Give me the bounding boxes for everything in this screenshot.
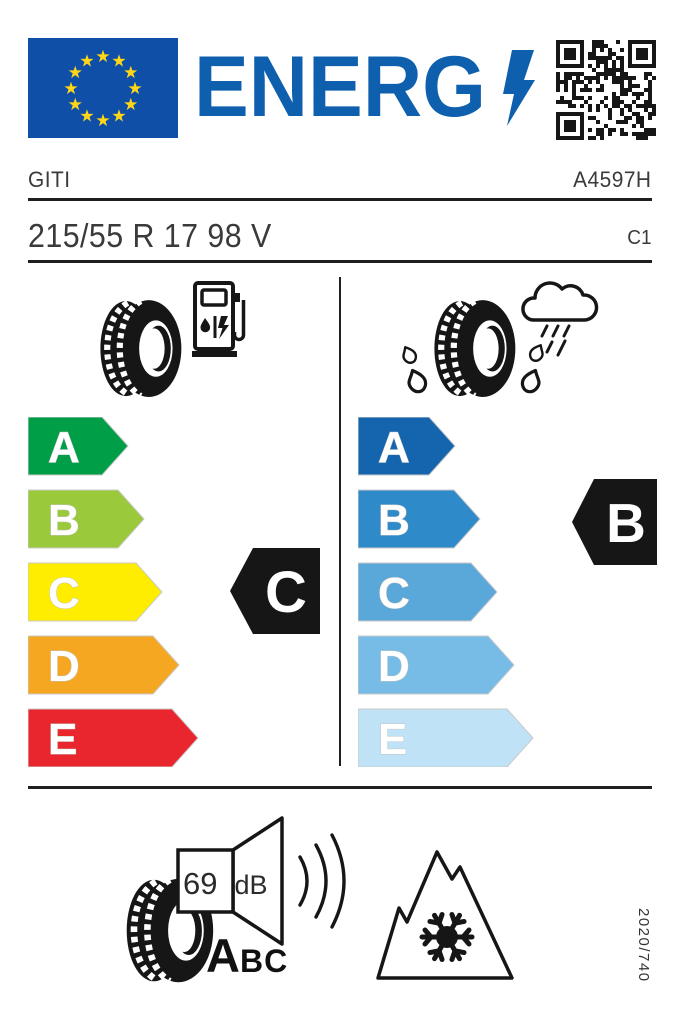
column-divider bbox=[339, 277, 341, 766]
noise-class-group bbox=[206, 928, 288, 983]
svg-text:★: ★ bbox=[111, 106, 127, 127]
noise-unit: dB bbox=[234, 870, 268, 900]
qr-code-icon bbox=[556, 40, 656, 140]
wet-class-b-label: B bbox=[378, 496, 410, 545]
svg-text:ENERG: ENERG bbox=[194, 40, 486, 130]
size-divider bbox=[28, 260, 652, 263]
fuel-class-b-label: B bbox=[48, 496, 80, 545]
wet-rating-pointer bbox=[570, 477, 659, 567]
water-splash-icon bbox=[396, 338, 552, 402]
fuel-class-a-label: A bbox=[48, 423, 80, 472]
lightning-bolt-icon bbox=[499, 50, 537, 126]
wet-class-e-label: E bbox=[378, 715, 408, 764]
wet-class-d-label: D bbox=[378, 642, 410, 691]
fuel-efficiency-scale bbox=[28, 417, 208, 767]
svg-text:★: ★ bbox=[79, 51, 95, 72]
wet-class-b-arrow bbox=[358, 490, 480, 548]
noise-value-group bbox=[183, 866, 268, 902]
tire-class: C1 bbox=[627, 227, 652, 249]
fuel-class-e-label: E bbox=[48, 715, 78, 764]
svg-text:★: ★ bbox=[123, 63, 139, 83]
svg-text:★: ★ bbox=[127, 79, 143, 99]
wet-class-a-label: A bbox=[378, 423, 410, 472]
svg-text:★: ★ bbox=[95, 111, 111, 131]
svg-text:★: ★ bbox=[111, 51, 127, 72]
wet-grip-scale bbox=[358, 417, 538, 767]
brand-name: GITI bbox=[28, 167, 71, 192]
header-divider bbox=[28, 198, 652, 201]
svg-text:★: ★ bbox=[79, 106, 95, 127]
label-identifier: A4597H bbox=[573, 167, 652, 192]
noise-class-others: BC bbox=[239, 943, 289, 979]
wet-class-c-label: C bbox=[378, 569, 410, 618]
fuel-class-b-arrow bbox=[28, 490, 144, 548]
noise-value: 69 bbox=[183, 866, 218, 901]
energy-logo-text bbox=[194, 40, 496, 130]
fuel-class-c-label: C bbox=[48, 569, 80, 618]
svg-text:★: ★ bbox=[67, 95, 83, 115]
fuel-pump-icon bbox=[192, 280, 250, 360]
fuel-rating-pointer bbox=[228, 546, 322, 636]
fuel-tire-icon bbox=[96, 298, 184, 400]
svg-text:★: ★ bbox=[95, 47, 111, 67]
wet-rating-letter: B bbox=[606, 492, 646, 554]
svg-text:★: ★ bbox=[67, 63, 83, 83]
noise-class-current: A bbox=[206, 929, 240, 982]
tire-size-designation: 215/55 R 17 98 V bbox=[28, 217, 272, 254]
snow-mountain-icon bbox=[376, 850, 516, 982]
fuel-class-d-label: D bbox=[48, 642, 80, 691]
svg-text:★: ★ bbox=[63, 79, 79, 99]
sound-waves-icon bbox=[294, 827, 358, 935]
regulation-reference: 2020/740 bbox=[635, 908, 652, 983]
fuel-rating-letter: C bbox=[265, 560, 307, 625]
svg-text:★: ★ bbox=[123, 95, 139, 115]
bottom-divider bbox=[28, 786, 652, 789]
eu-flag-icon bbox=[28, 38, 178, 138]
